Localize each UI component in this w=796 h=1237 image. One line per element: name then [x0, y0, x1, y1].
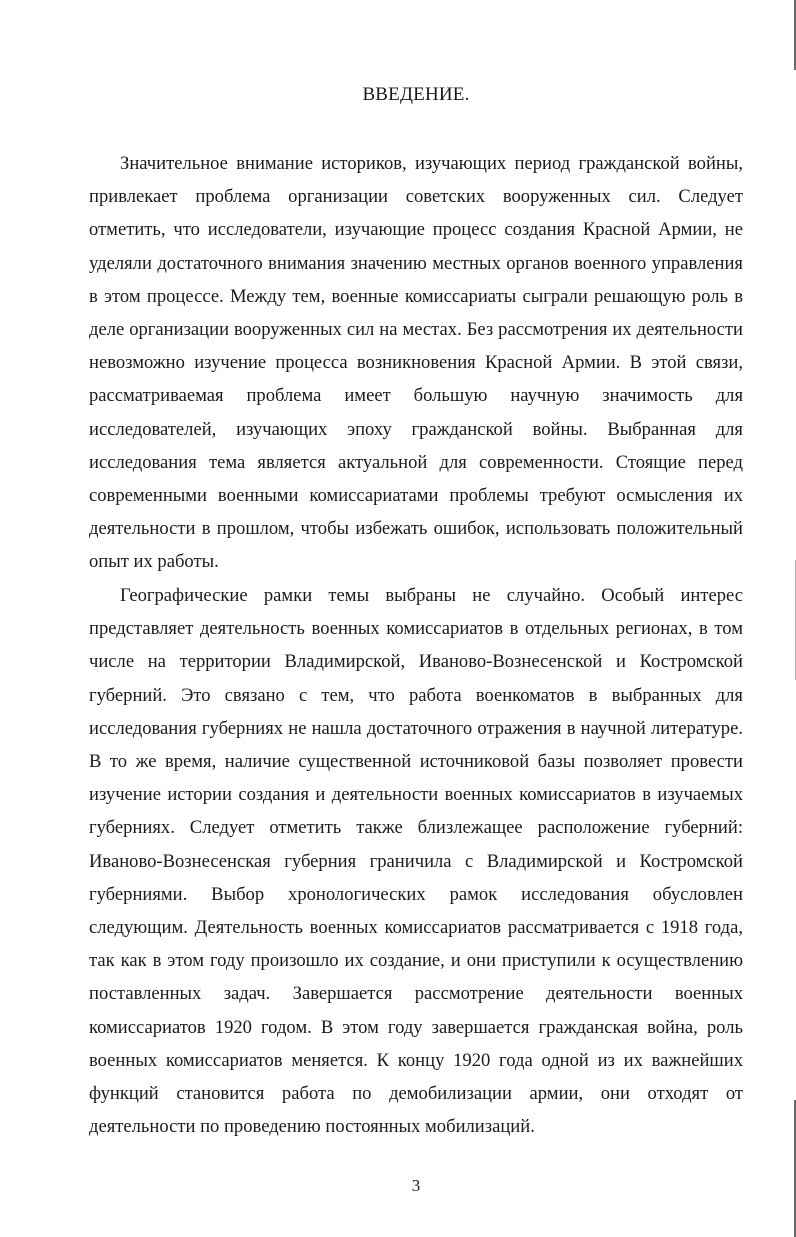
paragraph-scope: Географические рамки темы выбраны не случайно. Особый интерес представляет деятельность военных комиссариатов в отдельных регионах, в том числе на территории Владимирской, Иваново-Вознесенской и Костромской губерний. Это связано с тем, что работа военкоматов в выбранных для исследования губерниях не нашла достаточного отражения в научной литературе. В то же время, наличие существенной источниковой базы позволяет провести изучение истории создания и деятельности военных комиссариатов в изучаемых губерниях. Следует отметить также близлежащее расположение губерний: Иваново-Вознесенская губерния граничила с Владимирской и Костромской губерниями. Выбор хронологических рамок исследования обусловлен следующим. Деятельность военных комиссариатов рассматривается с 1918 года, так как в этом году произошло их создание, и они приступили к осуществлению поставленных задач. Завершается рассмотрение деятельности военных комиссариатов 1920 годом. В этом году завершается гражданская война, роль военных комиссариатов меняется. К концу 1920 года одной из их важнейших функций становится работа по демобилизации армии, они отходят от деятельности по проведению постоянных мобилизаций. — [89, 585, 743, 1138]
section-title: ВВЕДЕНИЕ. — [362, 84, 470, 105]
paragraph-relevance: Значительное внимание историков, изучающих период гражданской войны, привлекает проблема организации советских вооруженных сил. Следует отметить, что исследователи, изучающие процесс создания Красной Армии, не уделяли достаточного внимания значению местных органов военного управления в этом процессе. Между тем, военные комиссариаты сыграли решающую роль в деле организации вооруженных сил на местах. Без рассмотрения их деятельности невозможно изучение процесса возникновения Красной Армии. В этой связи, рассматриваемая проблема имеет большую научную значимость для исследователей, изучающих эпоху гражданской войны. Выбранная для исследования тема является актуальной для современности. Стоящие перед современными военными комиссариатами проблемы требуют осмысления их деятельности в прошлом, чтобы избежать ошибок, использовать положительный опыт их работы. — [89, 153, 743, 573]
page-number: 3 — [411, 1176, 421, 1195]
